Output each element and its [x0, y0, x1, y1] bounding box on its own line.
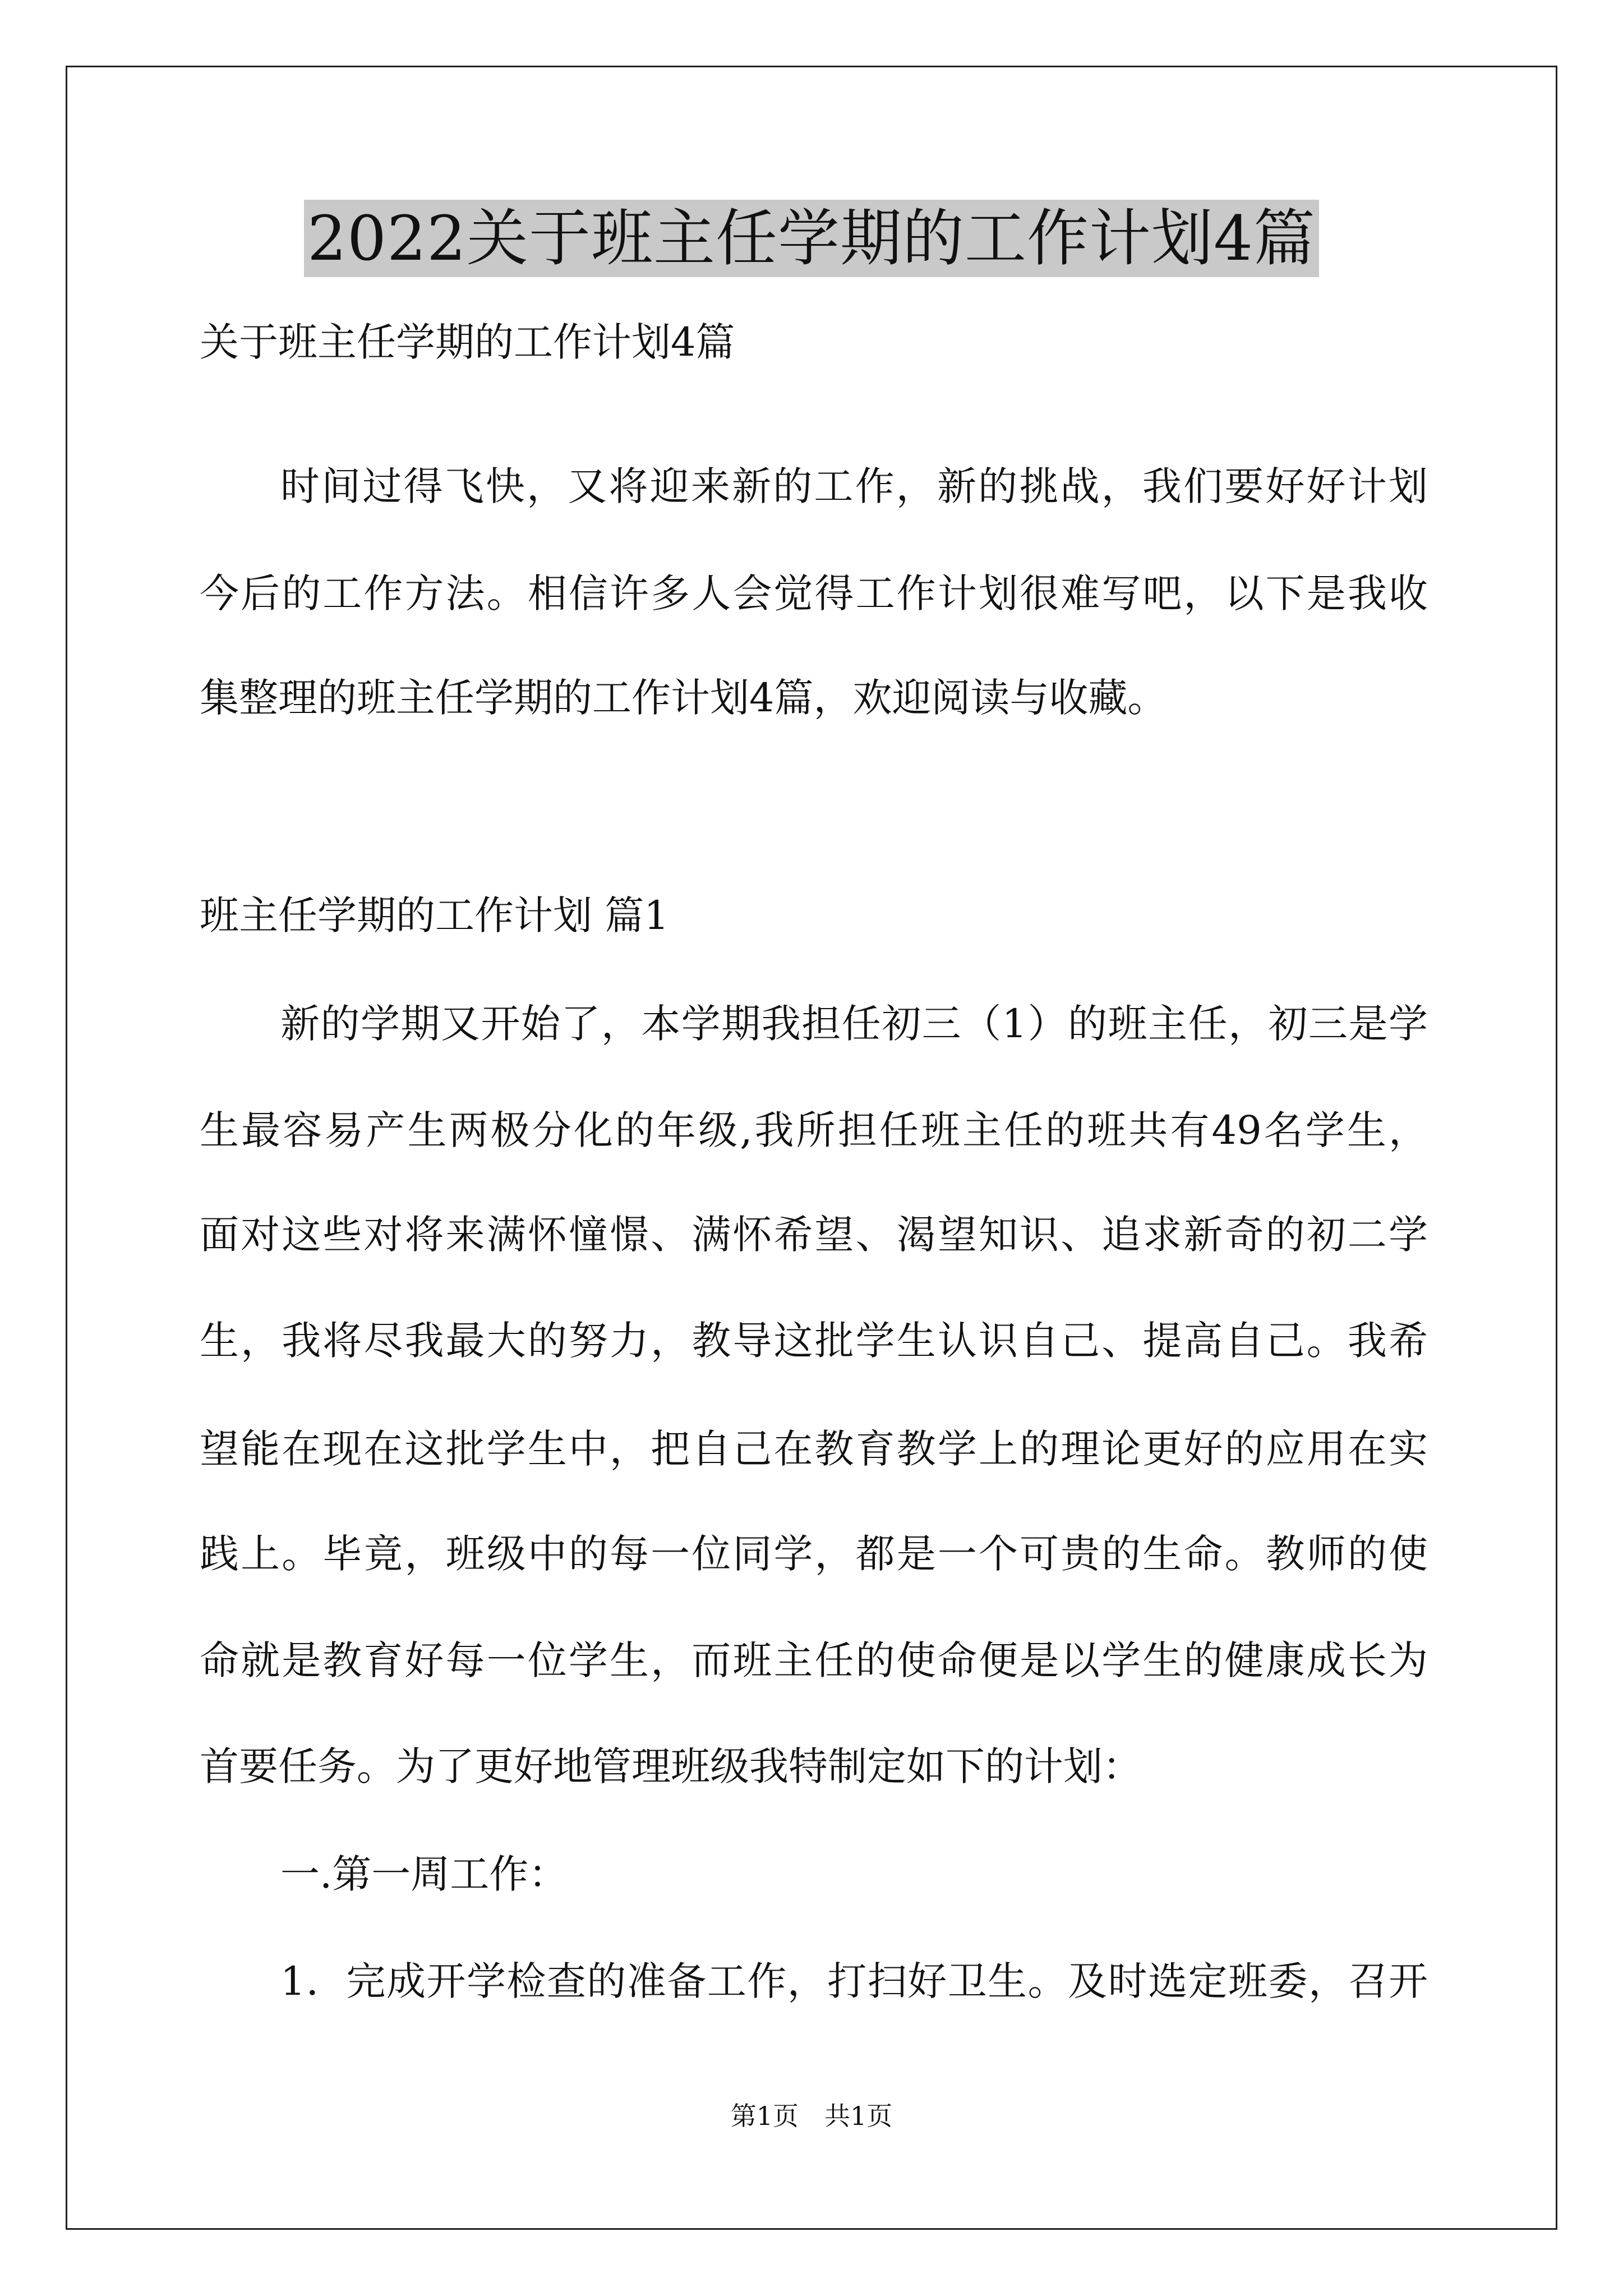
list-item: 1．完成开学检查的准备工作，打扫好卫生。及时选定班委，召开 [280, 1958, 1428, 2004]
body-paragraph-line: 面对这些对将来满怀憧憬、满怀希望、渴望知识、追求新奇的初二学 [200, 1212, 1428, 1258]
body-paragraph-line: 生，我将尽我最大的努力，教导这批学生认识自己、提高自己。我希 [200, 1318, 1428, 1364]
page-footer: 第1页 共1页 [730, 2101, 893, 2131]
body-paragraph-line: 首要任务。为了更好地管理班级我特制定如下的计划： [200, 1743, 1142, 1789]
section-heading: 班主任学期的工作计划 篇1 [200, 892, 669, 938]
intro-paragraph-line: 时间过得飞快，又将迎来新的工作，新的挑战，我们要好好计划 [280, 463, 1428, 509]
title-container [0, 200, 1623, 277]
intro-paragraph-line: 集整理的班主任学期的工作计划4篇，欢迎阅读与收藏。 [200, 675, 1167, 721]
document-title: 2022关于班主任学期的工作计划4篇 [304, 200, 1319, 277]
body-paragraph-line: 命就是教育好每一位学生，而班主任的使命便是以学生的健康成长为 [200, 1637, 1428, 1683]
body-paragraph-line: 践上。毕竟，班级中的每一位同学，都是一个可贵的生命。教师的使 [200, 1531, 1428, 1577]
body-paragraph-line: 生最容易产生两极分化的年级,我所担任班主任的班共有49名学生， [200, 1107, 1428, 1153]
body-paragraph-line: 望能在现在这批学生中，把自己在教育教学上的理论更好的应用在实 [200, 1426, 1428, 1472]
body-paragraph-line: 新的学期又开始了，本学期我担任初三（1）的班主任，初三是学 [280, 1001, 1428, 1047]
subsection-heading: 一.第一周工作： [280, 1851, 568, 1897]
subtitle-line: 关于班主任学期的工作计划4篇 [200, 319, 735, 365]
intro-paragraph-line: 今后的工作方法。相信许多人会觉得工作计划很难写吧，以下是我收 [200, 570, 1428, 616]
